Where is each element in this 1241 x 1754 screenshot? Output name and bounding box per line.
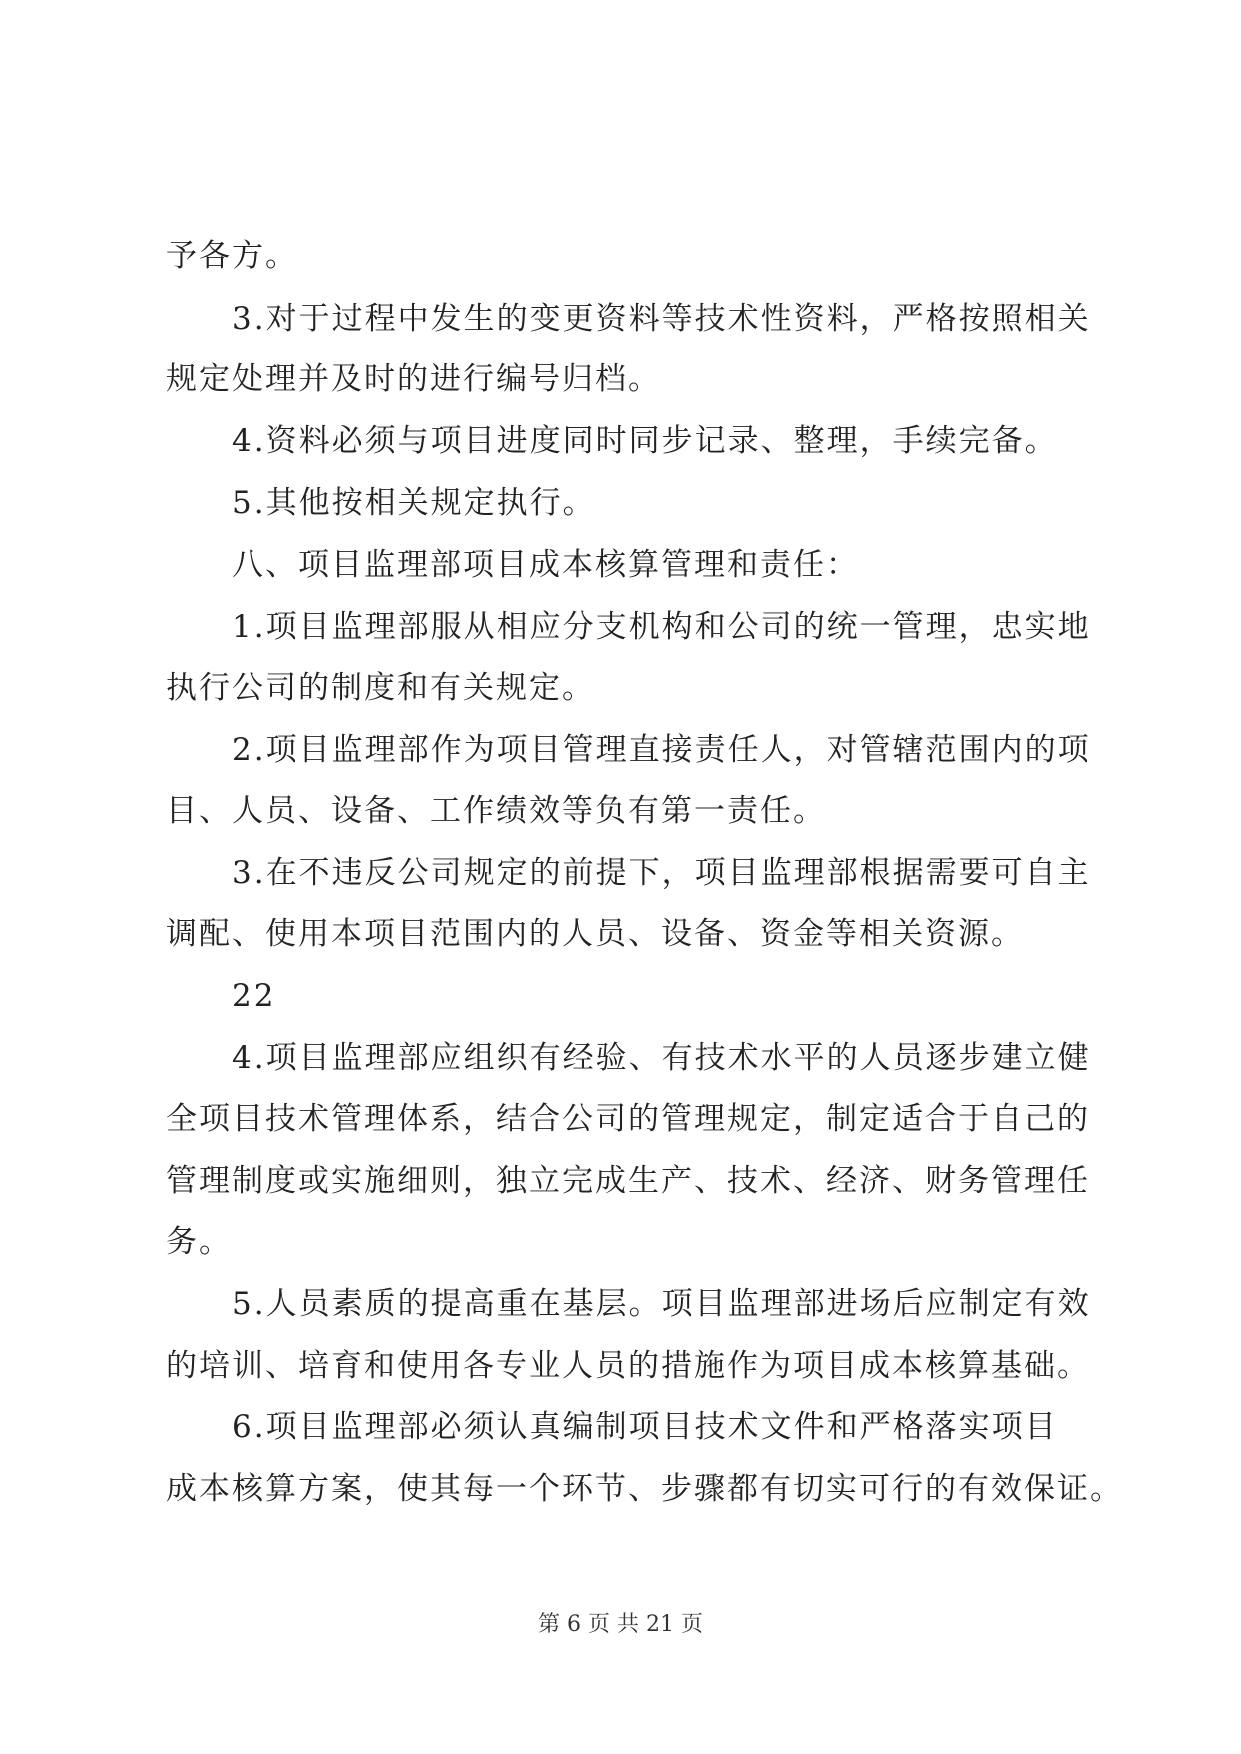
text-line: 5.其他按相关规定执行。 xyxy=(232,485,596,521)
text-line: 2.项目监理部作为项目管理直接责任人，对管辖范围内的项 xyxy=(232,732,1091,768)
text-line: 成本核算方案，使其每一个环节、步骤都有切实可行的有效保证。 xyxy=(166,1471,1123,1507)
text-line: 4.项目监理部应组织有经验、有技术水平的人员逐步建立健 xyxy=(232,1040,1091,1076)
text-line: 全项目技术管理体系，结合公司的管理规定，制定适合于自己的 xyxy=(166,1101,1090,1137)
inline-number: 22 xyxy=(232,978,276,1014)
text-line: 务。 xyxy=(166,1224,232,1260)
page-footer: 第 6 页 共 21 页 xyxy=(538,1612,703,1637)
text-line: 6.项目监理部必须认真编制项目技术文件和严格落实项目 xyxy=(232,1409,1058,1445)
text-line: 予各方。 xyxy=(166,238,298,274)
text-line: 3.在不违反公司规定的前提下，项目监理部根据需要可自主 xyxy=(232,855,1091,891)
text-line: 调配、使用本项目范围内的人员、设备、资金等相关资源。 xyxy=(166,916,1024,952)
text-line: 1.项目监理部服从相应分支机构和公司的统一管理，忠实地 xyxy=(232,609,1091,645)
text-line: 4.资料必须与项目进度同时同步记录、整理，手续完备。 xyxy=(232,423,1058,459)
text-line: 管理制度或实施细则，独立完成生产、技术、经济、财务管理任 xyxy=(166,1163,1090,1199)
text-line: 执行公司的制度和有关规定。 xyxy=(166,670,595,706)
text-line: 目、人员、设备、工作绩效等负有第一责任。 xyxy=(166,793,826,829)
text-line: 3.对于过程中发生的变更资料等技术性资料，严格按照相关 xyxy=(232,301,1091,337)
text-line: 规定处理并及时的进行编号归档。 xyxy=(166,361,661,397)
section-heading: 八、项目监理部项目成本核算管理和责任： xyxy=(232,547,859,583)
text-line: 的培训、培育和使用各专业人员的措施作为项目成本核算基础。 xyxy=(166,1348,1090,1384)
text-line: 5.人员素质的提高重在基层。项目监理部进场后应制定有效 xyxy=(232,1286,1091,1322)
